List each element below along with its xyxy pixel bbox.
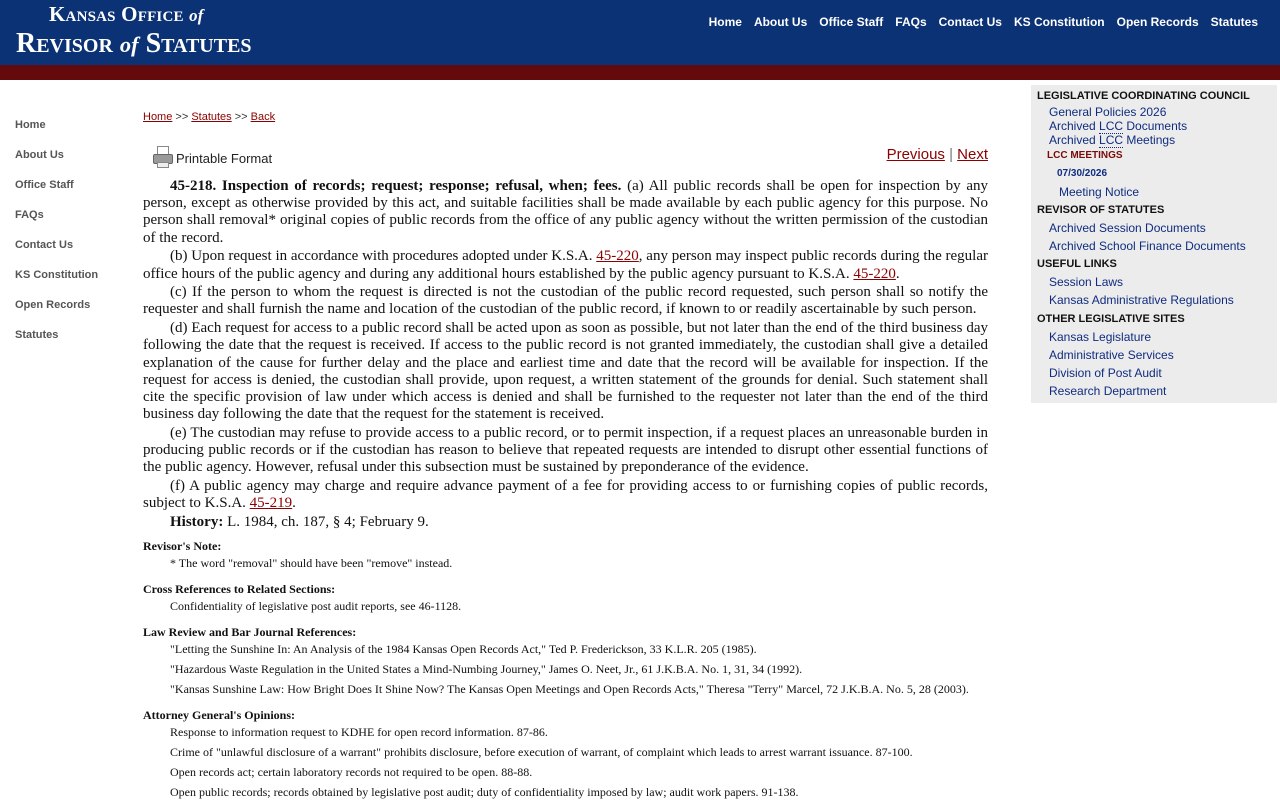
lcc-meeting-date: 07/30/2026 bbox=[1057, 168, 1108, 179]
other-legislative-sites-heading: OTHER LEGISLATIVE SITES bbox=[1037, 313, 1185, 325]
revisors-note-text: * The word "removal" should have been "remove" instead. bbox=[170, 556, 453, 571]
lcc-abbr: LCC bbox=[1099, 119, 1124, 133]
top-nav-about-us[interactable]: About Us bbox=[753, 15, 808, 29]
breadcrumb-separator: >> bbox=[172, 111, 192, 123]
statute-subsection-d: (d) Each request for access to a public record shall be acted upon as soon as possible, but not later than the end of the third business day following the date that the request is received. If access to the public record is not granted immediately, the custodian shall give a detailed explanation of the cause for further delay and the place and earliest time and date that the record will be available for inspection. If the request for access is denied, the custodian shall provide, upon request, a written statement of the grounds for denial. Such statement shall cite the specific provision of law under which access is denied and shall be furnished to the requester not later than the end of the third business day following the date that the request for the statement is received. bbox=[143, 320, 988, 423]
logo-text-of-2: of bbox=[119, 32, 139, 57]
history-text: L. 1984, ch. 187, § 4; February 9. bbox=[223, 514, 429, 531]
statute-text-b1: (b) Upon request in accordance with procedures adopted under K.S.A. bbox=[170, 248, 597, 265]
left-nav-office-staff[interactable]: Office Staff bbox=[15, 179, 74, 191]
left-nav-statutes[interactable]: Statutes bbox=[15, 329, 59, 341]
general-policies-link[interactable]: General Policies 2026 bbox=[1049, 105, 1167, 119]
left-nav-ks-constitution[interactable]: KS Constitution bbox=[15, 269, 99, 281]
top-nav-open-records[interactable]: Open Records bbox=[1116, 15, 1199, 29]
logo-text-of: of bbox=[189, 6, 204, 25]
top-nav-statutes[interactable]: Statutes bbox=[1210, 15, 1258, 29]
logo-text-revisor: Revisor bbox=[16, 28, 113, 59]
division-of-post-audit-link[interactable]: Division of Post Audit bbox=[1049, 366, 1162, 380]
statute-subsection-e: (e) The custodian may refuse to provide access to a public record, or to permit inspection, if a request places an unreasonable burden in producing public records or if the custodian has reason to believe that repeated requests are intended to disrupt other essential functions of the public agency. However, refusal under this subsection must be sustained by preponderance of the evidence. bbox=[143, 424, 988, 476]
attorney-general-item: Crime of "unlawful disclosure of a warrant" prohibits disclosure, before execution of warrant, of complaint which leads to arrest warrant issuance. 87-100. bbox=[170, 745, 913, 760]
site-logo-line1[interactable] bbox=[49, 2, 204, 27]
main-content bbox=[143, 110, 988, 799]
breadcrumb-separator: >> bbox=[231, 111, 251, 123]
lcc-meetings-subheading: LCC MEETINGS bbox=[1047, 150, 1123, 161]
link-text: Meetings bbox=[1123, 133, 1176, 147]
statute-subsection-c: (c) If the person to whom the request is directed is not the custodian of the public record requested, such person shall so notify the requester and shall furnish the name and location of the custodian of the public record, if known to or readily ascertainable by such person. bbox=[143, 284, 988, 318]
top-nav-faqs[interactable]: FAQs bbox=[895, 15, 927, 29]
top-nav-home[interactable]: Home bbox=[708, 15, 742, 29]
statute-notes bbox=[143, 539, 988, 799]
next-link[interactable]: Next bbox=[957, 146, 988, 163]
statute-toolbar bbox=[143, 138, 988, 178]
archived-lcc-documents-link[interactable] bbox=[1031, 119, 1187, 133]
meeting-notice-link[interactable]: Meeting Notice bbox=[1059, 185, 1140, 199]
printable-format-label: Printable Format bbox=[176, 150, 273, 166]
lcc-heading: LEGISLATIVE COORDINATING COUNCIL bbox=[1037, 90, 1250, 102]
left-nav-open-records[interactable]: Open Records bbox=[15, 299, 91, 311]
top-nav-office-staff[interactable]: Office Staff bbox=[819, 15, 884, 29]
statute-history bbox=[143, 514, 988, 531]
statute-text bbox=[143, 178, 988, 531]
left-nav-about-us[interactable]: About Us bbox=[15, 149, 64, 161]
attorney-general-item: Response to information request to KDHE for open record information. 87-86. bbox=[170, 725, 548, 740]
statute-title: 45-218. Inspection of records; request; response; refusal, when; fees. bbox=[170, 178, 622, 194]
law-review-item: "Letting the Sunshine In: An Analysis of the 1984 Kansas Open Records Act," Ted P. Frederickson, 33 K.L.R. 205 (1985). bbox=[170, 642, 757, 657]
attorney-general-heading: Attorney General's Opinions: bbox=[143, 708, 295, 723]
archived-lcc-meetings-link[interactable] bbox=[1031, 133, 1175, 147]
previous-link[interactable]: Previous bbox=[886, 146, 945, 163]
archived-school-finance-link[interactable]: Archived School Finance Documents bbox=[1049, 239, 1246, 253]
history-label: History: bbox=[170, 514, 224, 531]
statute-link-45-219[interactable]: 45-219 bbox=[249, 495, 293, 512]
left-nav-home[interactable]: Home bbox=[15, 119, 46, 131]
site-header bbox=[0, 0, 1280, 65]
breadcrumb-home[interactable]: Home bbox=[143, 111, 173, 123]
link-text: Archived bbox=[1049, 119, 1100, 133]
printable-format-link[interactable] bbox=[152, 146, 272, 170]
law-review-item: "Kansas Sunshine Law: How Bright Does It Shine Now? The Kansas Open Meetings and Open Records Acts," Theresa "Terry" Marcel, 72 J.K.B.A. No. 5, 28 (2003). bbox=[170, 682, 969, 697]
statute-text-a: (a) All public records shall be open for inspection by any person, except as otherwise provided by this act, and suitable facilities shall be made available by each public agency for this purpose. No person shall removal* original copies of public records from the office of any public agency without the written permission of the custodian of the record. bbox=[143, 178, 988, 246]
top-nav bbox=[697, 15, 1258, 29]
attorney-general-list bbox=[143, 725, 988, 799]
law-review-item: "Hazardous Waste Regulation in the United States a Mind-Numbing Journey," James O. Neet, Jr., 61 J.K.B.A. No. 1, 31, 34 (1992). bbox=[170, 662, 803, 677]
link-text: Documents bbox=[1123, 119, 1188, 133]
kansas-legislature-link[interactable]: Kansas Legislature bbox=[1049, 330, 1152, 344]
header-accent-bar bbox=[0, 65, 1280, 80]
attorney-general-item: Open records act; certain laboratory records not required to be open. 88-88. bbox=[170, 765, 533, 780]
useful-links-heading: USEFUL LINKS bbox=[1037, 258, 1117, 270]
left-nav-contact-us[interactable]: Contact Us bbox=[15, 239, 74, 251]
attorney-general-item: Open public records; records obtained by legislative post audit; duty of confidentiality imposed by law; audit work papers. 91-138. bbox=[170, 785, 799, 800]
cross-references-heading: Cross References to Related Sections: bbox=[143, 582, 336, 597]
lcc-abbr: LCC bbox=[1099, 133, 1124, 147]
prev-next-nav bbox=[887, 146, 988, 163]
revisor-heading: REVISOR OF STATUTES bbox=[1037, 204, 1165, 216]
statute-text-b2: , any person may inspect public records during the regular office hours of the public agency and during any additional hours established by the public agency pursuant to K.S.A. bbox=[143, 248, 988, 282]
link-text: Archived bbox=[1049, 133, 1100, 147]
statute-text-f1: (f) A public agency may charge and require advance payment of a fee for providing access to or furnishing copies of public records, subject to K.S.A. bbox=[143, 477, 988, 512]
logo-text-kansas-office: Kansas Office bbox=[49, 2, 184, 26]
statute-subsection-a bbox=[143, 178, 988, 247]
archived-session-documents-link[interactable]: Archived Session Documents bbox=[1049, 221, 1206, 235]
left-nav-faqs[interactable]: FAQs bbox=[15, 209, 44, 221]
statute-text-f2: . bbox=[292, 495, 296, 512]
cross-reference-text: Confidentiality of legislative post audit reports, see 46-1128. bbox=[170, 599, 462, 614]
top-nav-contact-us[interactable]: Contact Us bbox=[938, 15, 1002, 29]
law-review-list bbox=[143, 642, 988, 696]
top-nav-ks-constitution[interactable]: KS Constitution bbox=[1013, 15, 1105, 29]
site-logo-line2[interactable] bbox=[16, 28, 252, 60]
statute-subsection-b bbox=[143, 248, 988, 282]
breadcrumb-statutes[interactable]: Statutes bbox=[191, 111, 232, 123]
statute-link-45-220[interactable]: 45-220 bbox=[596, 248, 639, 265]
printer-icon bbox=[152, 146, 174, 170]
research-department-link[interactable]: Research Department bbox=[1049, 384, 1167, 398]
statute-text-b3: . bbox=[895, 265, 900, 282]
logo-text-statutes: Statutes bbox=[145, 28, 252, 59]
breadcrumb-back[interactable]: Back bbox=[250, 111, 276, 123]
left-nav bbox=[15, 118, 125, 358]
prev-next-separator: | bbox=[944, 146, 958, 163]
revisors-note-heading: Revisor's Note: bbox=[143, 539, 222, 554]
session-laws-link[interactable]: Session Laws bbox=[1049, 275, 1124, 289]
breadcrumb bbox=[143, 110, 988, 138]
statute-subsection-f bbox=[143, 478, 988, 512]
statute-link-45-220[interactable]: 45-220 bbox=[853, 265, 896, 282]
law-review-heading: Law Review and Bar Journal References: bbox=[143, 625, 357, 640]
administrative-services-link[interactable]: Administrative Services bbox=[1049, 348, 1174, 362]
kansas-admin-regulations-link[interactable]: Kansas Administrative Regulations bbox=[1049, 293, 1234, 307]
right-sidebar bbox=[1031, 85, 1277, 403]
